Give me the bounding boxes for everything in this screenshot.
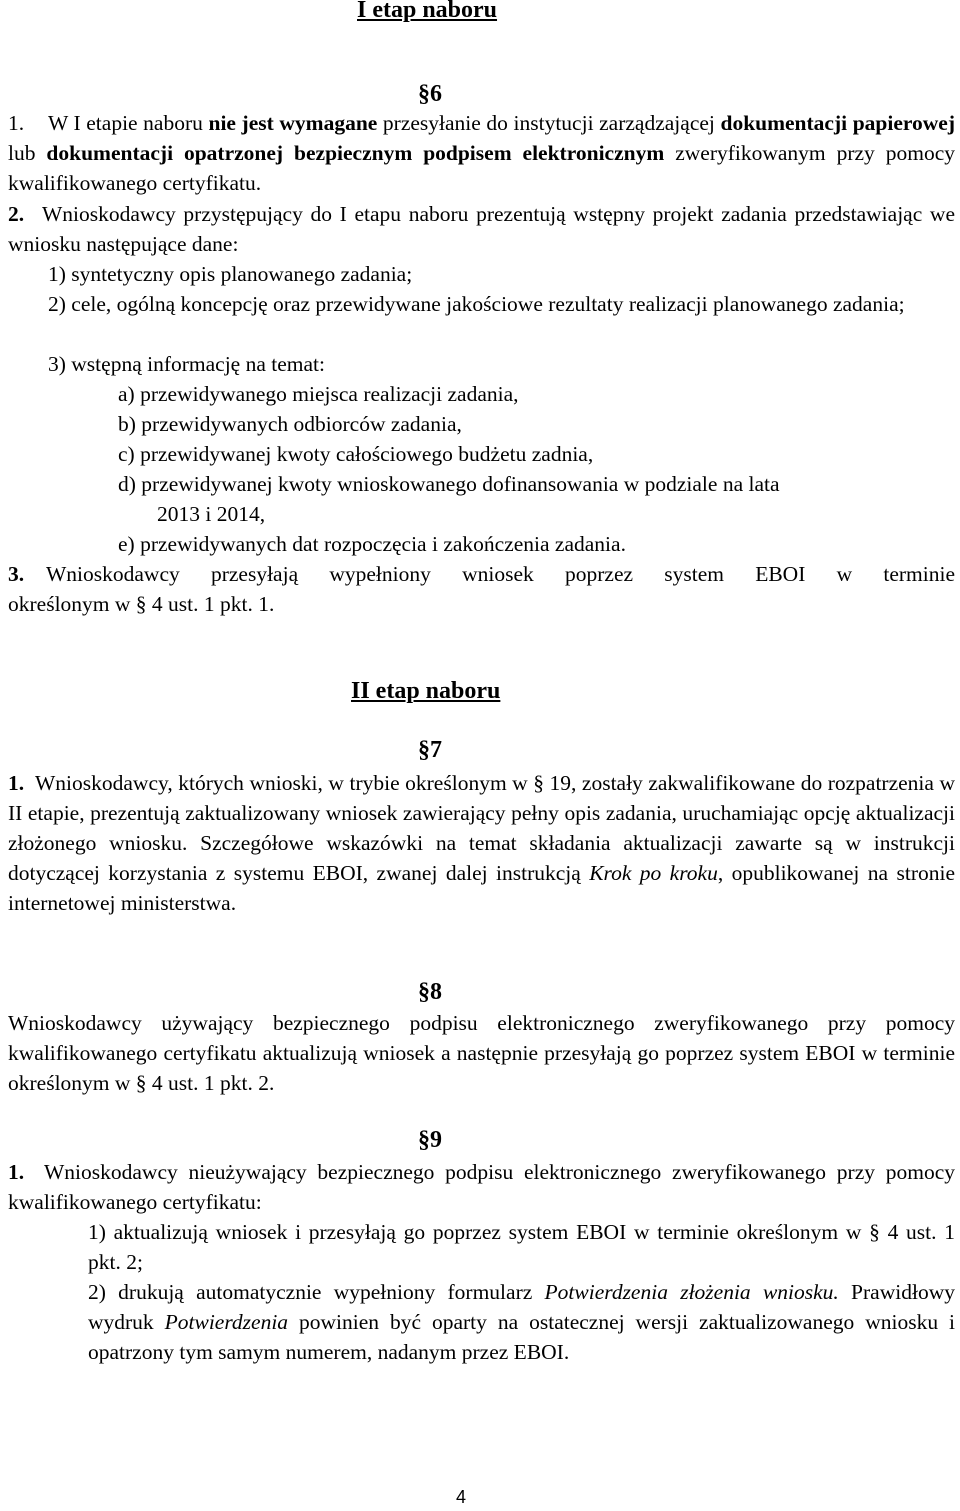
list-item: 1) syntetyczny opis planowanego zadania; [48,262,413,286]
section-6-paragraph-3: 3. Wnioskodawcy przesyłają wypełniony wniosek poprzez system EBOI w terminie [8,559,955,589]
section-7-paragraph: 1. Wnioskodawcy, których wnioski, w trybie określonym w § 19, zostały zakwalifikowane do rozpatrzenia w II etapie, prezentują zaktualizowany wniosek zawierający pełny opis zadania, uruchamiając opcję aktualizacji złożonego wniosku. Szczegółowe wskazówki na temat składania aktualizacji zawarte są w instrukcji dotyczącej korzystania z systemu EBOI, zwanej dalej instrukcją Krok po kroku, opublikowanej na stronie internetowej ministerstwa. [8,768,955,918]
list-subitem: b) przewidywanych odbiorców zadania, [118,412,462,436]
paragraph-number: 1. [8,771,25,795]
list-subitem: d) przewidywanej kwoty wnioskowanego dofinansowania w podziale na lata [118,472,780,496]
list-subitem-continuation: 2013 i 2014, [157,502,266,526]
list-item: 3) wstępną informację na temat: [48,352,326,376]
section-8-paragraph: Wnioskodawcy używający bezpiecznego podpisu elektronicznego zweryfikowanego przy pomocy kwalifikowanego certyfikatu aktualizują wniosek a następnie przesyłają go poprzez system EBOI w terminie określonym w § 4 ust. 1 pkt. 2. [8,1011,955,1095]
section-7-number: §7 [418,737,442,763]
list-subitem: a) przewidywanego miejsca realizacji zadania, [118,382,519,406]
paragraph-number: 1. [8,1160,25,1184]
section-6-paragraph-2-intro: 2. Wnioskodawcy przystępujący do I etapu naboru prezentują wstępny projekt zadania przedstawiając we wniosku następujące dane: [8,199,955,259]
section-8-number: §8 [418,979,442,1005]
list-item: 2) cele, ogólną koncepcję oraz przewidywane jakościowe rezultaty realizacji planowanego zadania; [48,292,905,316]
section-6-paragraph-3-line-2: określonym w § 4 ust. 1 pkt. 1. [8,592,275,616]
paragraph-number: 3. [8,562,25,586]
section-6-paragraph-1: 1. W I etapie naboru nie jest wymagane przesyłanie do instytucji zarządzającej dokumentacji papierowej lub dokumentacji opatrzonej bezpiecznym podpisem elektronicznym zweryfikowanym przy pomocy kwalifikowanego certyfikatu. [8,108,955,198]
list-item: 2) drukują automatycznie wypełniony formularz Potwierdzenia złożenia wniosku. Prawidłowy wydruk Potwierdzenia powinien być oparty na ostatecznej wersji zaktualizowanego wniosku i opatrzony tym samym numerem, nadanym przez EBOI. [88,1280,955,1364]
list-subitem: c) przewidywanej kwoty całościowego budżetu zadnia, [118,442,594,466]
list-item: 1) aktualizują wniosek i przesyłają go poprzez system EBOI w terminie określonym w § 4 ust. 1 pkt. 2; [88,1220,955,1274]
stage-1-heading: I etap naboru [357,0,498,23]
section-9-intro: 1. Wnioskodawcy nieużywający bezpiecznego podpisu elektronicznego zweryfikowanego przy pomocy kwalifikowanego certyfikatu: [8,1157,955,1217]
paragraph-number: 1. [8,111,25,135]
page-number: 4 [456,1487,467,1507]
paragraph-number: 2. [8,202,25,226]
section-9-number: §9 [418,1127,442,1153]
section-6-number: §6 [418,81,442,107]
list-subitem: e) przewidywanych dat rozpoczęcia i zakończenia zadania. [118,532,626,556]
stage-2-heading: II etap naboru [351,678,501,704]
